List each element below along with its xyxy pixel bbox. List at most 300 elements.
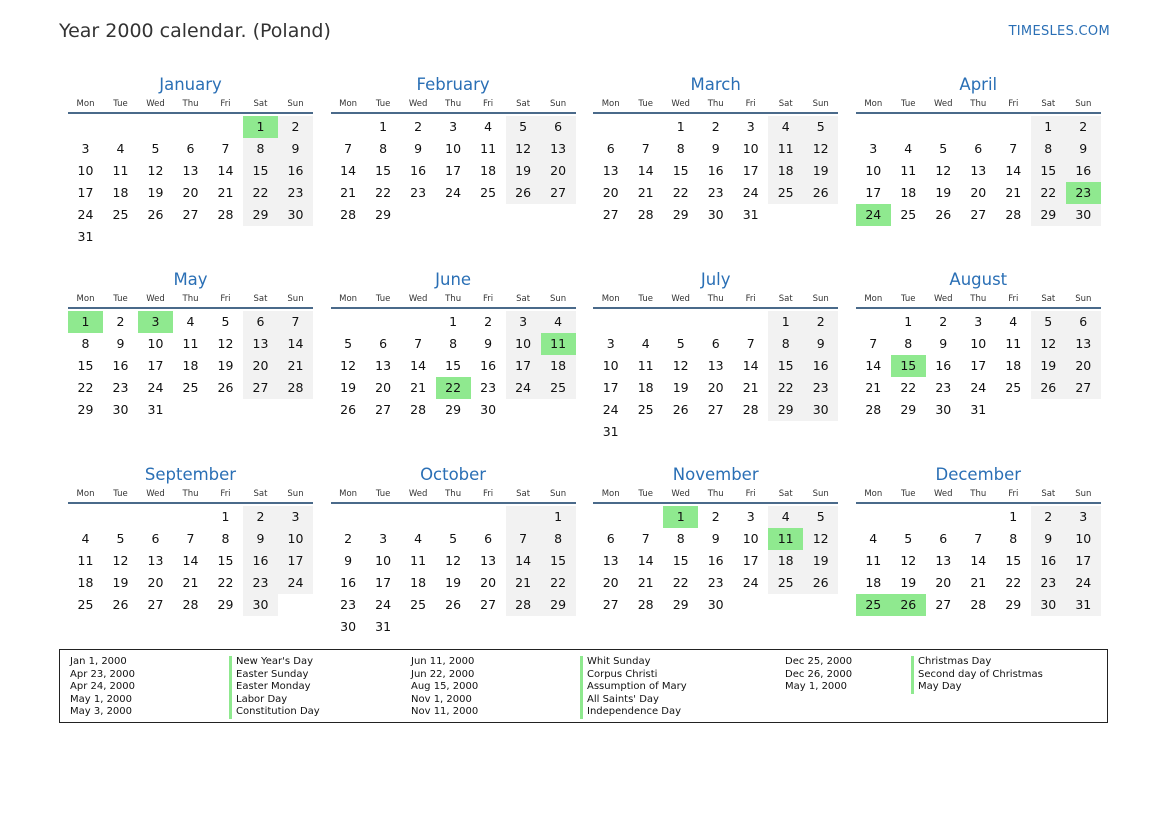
day-cell: 7 [641,531,650,546]
weekday-label: Fri [1008,294,1019,304]
day-cell: 18 [768,160,803,182]
day-cell: 12 [340,358,357,373]
day-cell: 16 [707,163,724,178]
day-cell: 20 [182,185,199,200]
day-cell: 11 [1005,336,1022,351]
day-cell: 17 [77,185,94,200]
day-cell: 4 [81,531,90,546]
holiday-day-cell: 15 [891,355,926,377]
day-cell: 4 [904,141,913,156]
day-cell: 30 [1066,204,1101,226]
day-cell: 2 [803,311,838,333]
day-cell: 11 [865,553,882,568]
weekday-label: Mon [864,489,883,499]
weekday-label: Tue [901,99,916,109]
weekday-label: Sun [550,489,567,499]
day-cell: 20 [375,380,392,395]
weekday-label: Thu [970,99,987,109]
day-cell: 16 [278,160,313,182]
day-cell: 25 [410,597,427,612]
holiday-date: Nov 11, 2000 [411,706,479,718]
empty-day-cell [628,311,663,333]
day-cell: 26 [672,402,689,417]
day-cell: 16 [1031,550,1066,572]
day-cell: 10 [147,336,164,351]
empty-day-cell [331,116,366,138]
day-cell: 1 [1031,116,1066,138]
day-cell: 23 [707,575,724,590]
day-cell: 28 [742,402,759,417]
day-cell: 5 [151,141,160,156]
day-cell: 31 [77,229,94,244]
weekday-label: Sun [1075,99,1092,109]
day-grid [68,116,313,248]
day-cell: 19 [217,358,234,373]
day-cell: 26 [803,182,838,204]
weekday-label: Tue [113,294,128,304]
day-cell: 30 [112,402,129,417]
day-cell: 30 [935,402,952,417]
holiday-name: Labor Day [229,694,320,707]
empty-day-cell [856,116,891,138]
day-cell: 3 [379,531,388,546]
weekday-label: Tue [375,294,391,304]
holiday-day-cell: 26 [891,594,926,616]
day-cell: 17 [278,550,313,572]
weekday-label: Sat [1041,99,1056,109]
weekday-header [331,96,576,114]
day-grid [593,506,838,616]
holiday-date: May 3, 2000 [70,706,133,718]
weekday-label: Thu [707,489,724,499]
day-cell: 14 [970,553,987,568]
brand-link[interactable]: TIMESLES.COM [1008,24,1110,39]
day-cell: 6 [606,531,615,546]
month-name: June [435,270,472,289]
day-cell: 29 [672,207,689,222]
day-cell: 19 [803,160,838,182]
day-cell: 4 [641,336,650,351]
weekday-label: Sun [812,99,829,109]
day-cell: 27 [935,597,952,612]
day-cell: 28 [506,594,541,616]
month-name: April [959,75,998,94]
day-cell: 5 [676,336,685,351]
weekday-label: Mon [339,489,358,499]
weekday-label: Tue [113,99,128,109]
day-cell: 29 [672,597,689,612]
day-cell: 3 [1066,506,1101,528]
day-cell: 26 [445,597,462,612]
day-cell: 22 [541,572,576,594]
day-cell: 22 [900,380,917,395]
day-cell: 28 [865,402,882,417]
day-cell: 3 [506,311,541,333]
day-cell: 20 [935,575,952,590]
day-cell: 8 [243,138,278,160]
empty-day-cell [926,506,961,528]
empty-day-cell [593,311,628,333]
day-cell: 20 [707,380,724,395]
holiday-date: May 1, 2000 [785,681,848,693]
day-cell: 18 [77,575,94,590]
holiday-day-cell: 23 [1066,182,1101,204]
day-cell: 9 [344,553,353,568]
weekday-label: Wed [934,294,953,304]
holiday-name: Independence Day [580,706,687,719]
weekday-label: Sun [287,99,304,109]
weekday-label: Sat [778,489,793,499]
day-cell: 27 [541,182,576,204]
weekday-label: Fri [483,99,494,109]
day-cell: 23 [112,380,129,395]
day-cell: 15 [541,550,576,572]
day-cell: 18 [768,550,803,572]
day-cell: 4 [541,311,576,333]
empty-day-cell [103,116,138,138]
day-cell: 4 [484,119,493,134]
day-cell: 6 [186,141,195,156]
empty-day-cell [506,506,541,528]
holiday-name: Easter Monday [229,681,320,694]
weekday-label: Mon [339,99,358,109]
day-cell: 20 [147,575,164,590]
day-cell: 12 [672,358,689,373]
holiday-legend [59,649,1108,723]
day-cell: 13 [182,163,199,178]
day-cell: 17 [865,185,882,200]
day-cell: 18 [865,575,882,590]
day-cell: 29 [900,402,917,417]
holiday-date: May 1, 2000 [70,693,133,705]
weekday-label: Sun [287,489,304,499]
day-cell: 2 [711,119,720,134]
weekday-header [856,291,1101,309]
day-cell: 1 [904,314,913,329]
day-cell: 29 [77,402,94,417]
holiday-date: Apr 24, 2000 [70,681,136,693]
holiday-date: Dec 26, 2000 [785,668,853,680]
empty-day-cell [698,311,733,333]
month-july [593,269,838,464]
day-cell: 10 [77,163,94,178]
day-cell: 26 [112,597,129,612]
weekday-label: Mon [339,294,358,304]
day-cell: 8 [1009,531,1018,546]
day-cell: 24 [602,402,619,417]
day-cell: 17 [147,358,164,373]
day-cell: 4 [768,116,803,138]
weekday-label: Fri [745,489,756,499]
weekday-label: Tue [638,99,653,109]
day-cell: 24 [970,380,987,395]
weekday-label: Sun [1075,489,1092,499]
holiday-name: Assumption of Mary [580,681,687,694]
holiday-date: Jan 1, 2000 [70,656,127,667]
weekday-header [856,486,1101,504]
day-cell: 8 [1031,138,1066,160]
weekday-label: Mon [76,489,95,499]
day-cell: 3 [869,141,878,156]
day-cell: 14 [278,333,313,355]
day-cell: 13 [602,163,619,178]
day-cell: 24 [506,377,541,399]
weekday-header [593,291,838,309]
weekday-label: Sat [778,99,793,109]
day-cell: 21 [1005,185,1022,200]
weekday-header [593,486,838,504]
day-cell: 14 [410,358,427,373]
day-cell: 10 [742,141,759,156]
day-cell: 12 [1031,333,1066,355]
weekday-label: Mon [601,99,620,109]
day-cell: 19 [935,185,952,200]
page-title: Year 2000 calendar. (Poland) [59,20,331,42]
day-cell: 13 [243,333,278,355]
day-cell: 13 [970,163,987,178]
day-cell: 5 [1031,311,1066,333]
day-cell: 25 [77,597,94,612]
day-cell: 27 [375,402,392,417]
weekday-label: Fri [220,294,231,304]
weekday-label: Tue [638,489,653,499]
day-cell: 28 [217,207,234,222]
day-cell: 15 [243,160,278,182]
day-cell: 6 [711,336,720,351]
day-cell: 8 [676,141,685,156]
holiday-name: Constitution Day [229,706,320,719]
day-cell: 28 [410,402,427,417]
day-cell: 25 [480,185,497,200]
day-cell: 6 [151,531,160,546]
empty-day-cell [961,506,996,528]
day-cell: 8 [676,531,685,546]
day-cell: 10 [375,553,392,568]
empty-day-cell [173,116,208,138]
empty-day-cell [856,311,891,333]
day-cell: 8 [449,336,458,351]
day-cell: 12 [935,163,952,178]
day-cell: 27 [707,402,724,417]
day-cell: 7 [506,528,541,550]
day-cell: 1 [221,509,230,524]
day-cell: 5 [904,531,913,546]
day-cell: 30 [803,399,838,421]
day-cell: 9 [803,333,838,355]
month-name: July [700,270,731,289]
day-cell: 15 [445,358,462,373]
weekday-label: Sat [778,294,793,304]
holiday-day-cell: 11 [768,528,803,550]
weekday-label: Tue [375,99,391,109]
day-cell: 8 [541,528,576,550]
day-cell: 9 [711,531,720,546]
month-name: February [416,75,490,94]
weekday-label: Thu [970,489,987,499]
day-cell: 7 [414,336,423,351]
day-cell: 23 [278,182,313,204]
holiday-day-cell: 3 [138,311,173,333]
day-cell: 29 [445,402,462,417]
day-cell: 8 [904,336,913,351]
day-cell: 15 [672,163,689,178]
day-cell: 23 [243,572,278,594]
day-cell: 13 [375,358,392,373]
empty-day-cell [138,506,173,528]
weekday-label: Sat [253,99,268,109]
day-cell: 18 [182,358,199,373]
weekday-label: Tue [113,489,128,499]
day-cell: 17 [970,358,987,373]
day-grid [331,116,576,226]
weekday-label: Sat [516,294,531,304]
day-cell: 17 [602,380,619,395]
weekday-label: Fri [220,99,231,109]
empty-day-cell [593,506,628,528]
weekday-header [593,96,838,114]
day-cell: 20 [602,575,619,590]
holiday-name: Whit Sunday [580,656,687,669]
weekday-label: Sat [253,489,268,499]
day-cell: 17 [375,575,392,590]
empty-day-cell [926,116,961,138]
weekday-label: Sat [516,99,531,109]
day-cell: 12 [506,138,541,160]
day-cell: 28 [970,597,987,612]
day-cell: 2 [116,314,125,329]
month-april [856,74,1101,269]
day-cell: 6 [541,116,576,138]
day-cell: 2 [278,116,313,138]
weekday-label: Wed [934,489,953,499]
weekday-header [331,291,576,309]
day-cell: 6 [1066,311,1101,333]
day-cell: 20 [1066,355,1101,377]
holiday-date: Nov 1, 2000 [411,693,472,705]
day-cell: 16 [803,355,838,377]
day-cell: 27 [602,207,619,222]
day-cell: 23 [1031,572,1066,594]
weekday-label: Wed [671,99,690,109]
weekday-header [856,96,1101,114]
month-january [68,74,313,269]
day-cell: 8 [768,333,803,355]
month-name: November [672,465,759,484]
day-cell: 5 [449,531,458,546]
day-cell: 16 [340,575,357,590]
holiday-names-column [229,656,320,719]
day-cell: 15 [1005,553,1022,568]
day-cell: 5 [939,141,948,156]
day-grid [593,116,838,226]
empty-day-cell [436,506,471,528]
empty-day-cell [663,311,698,333]
weekday-label: Wed [146,99,165,109]
day-cell: 27 [970,207,987,222]
day-cell: 18 [541,355,576,377]
weekday-label: Wed [934,99,953,109]
day-cell: 12 [900,553,917,568]
day-cell: 11 [900,163,917,178]
weekday-header [68,291,313,309]
day-cell: 12 [147,163,164,178]
weekday-label: Sat [253,294,268,304]
empty-day-cell [401,506,436,528]
day-cell: 30 [707,597,724,612]
holiday-name: Christmas Day [911,656,1043,669]
weekday-label: Wed [408,489,428,499]
day-cell: 26 [217,380,234,395]
day-cell: 27 [182,207,199,222]
day-cell: 2 [711,509,720,524]
holiday-name: New Year's Day [229,656,320,669]
day-grid [856,311,1101,421]
day-cell: 30 [1031,594,1066,616]
empty-day-cell [401,311,436,333]
day-cell: 24 [1066,572,1101,594]
day-cell: 9 [484,336,493,351]
weekday-header [68,96,313,114]
day-cell: 15 [1031,160,1066,182]
day-cell: 31 [1066,594,1101,616]
weekday-label: Sun [812,294,829,304]
day-cell: 22 [672,185,689,200]
day-cell: 6 [379,336,388,351]
day-cell: 11 [480,141,497,156]
weekday-label: Wed [408,294,428,304]
weekday-label: Thu [707,99,724,109]
empty-day-cell [138,116,173,138]
weekday-label: Thu [707,294,724,304]
empty-day-cell [331,311,366,333]
holiday-name: All Saints' Day [580,694,687,707]
day-cell: 16 [243,550,278,572]
day-cell: 22 [672,575,689,590]
day-cell: 7 [746,336,755,351]
day-cell: 16 [112,358,129,373]
day-cell: 15 [217,553,234,568]
month-name: October [420,465,487,484]
day-cell: 16 [935,358,952,373]
day-cell: 23 [480,380,497,395]
holiday-name: Corpus Christi [580,669,687,682]
day-cell: 6 [974,141,983,156]
holiday-dates-column [70,656,135,719]
day-cell: 9 [1066,138,1101,160]
weekday-label: Thu [970,294,987,304]
holiday-day-cell: 22 [436,377,471,399]
day-cell: 10 [506,333,541,355]
day-cell: 21 [865,380,882,395]
day-cell: 4 [116,141,125,156]
day-cell: 28 [637,207,654,222]
day-cell: 6 [939,531,948,546]
day-cell: 2 [484,314,493,329]
day-cell: 5 [116,531,125,546]
holiday-dates-column [785,656,852,694]
day-cell: 22 [217,575,234,590]
day-cell: 29 [541,594,576,616]
day-cell: 9 [116,336,125,351]
day-cell: 30 [243,594,278,616]
day-cell: 16 [1066,160,1101,182]
day-cell: 26 [147,207,164,222]
day-cell: 7 [221,141,230,156]
empty-day-cell [856,506,891,528]
day-cell: 28 [637,597,654,612]
day-cell: 14 [1005,163,1022,178]
day-cell: 25 [112,207,129,222]
